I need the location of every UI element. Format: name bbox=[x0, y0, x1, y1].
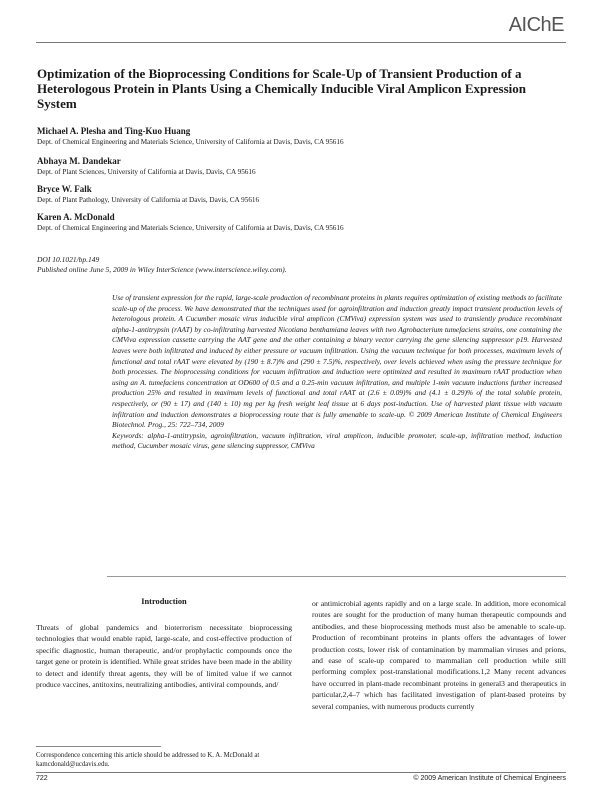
author-affiliation: Dept. of Chemical Engineering and Materials Science, University of California at Davis, Davis, CA 95616 bbox=[37, 138, 344, 146]
article-title: Optimization of the Bioprocessing Conditions for Scale-Up of Transient Production of a Heterologous Protein in Plants Using a Chemically Inducible Viral Amplicon Expression System bbox=[37, 66, 526, 111]
page-number: 722 bbox=[36, 775, 48, 782]
author-block-4 bbox=[37, 212, 344, 232]
author-block-3 bbox=[37, 184, 259, 204]
doi-link[interactable]: DOI 10.1021/bp.149 bbox=[37, 255, 100, 264]
keywords: Keywords: alpha-1-antitrypsin, agroinfiltration, vacuum infiltration, viral amplicon, inducible promoter, scale-up, infiltration method, induction method, Cucumber mosaic virus, gene silencing suppressor, CMViva bbox=[112, 430, 562, 451]
author-affiliation: Dept. of Plant Sciences, University of California at Davis, Davis, CA 95616 bbox=[37, 168, 256, 176]
abstract bbox=[112, 293, 562, 452]
abstract-text: Use of transient expression for the rapid, large-scale production of recombinant proteins in plants requires optimization of existing methods to facilitate scale-up of the process. We have demonstrated that the techniques used for agroinfiltration and induction greatly impact transient production levels of heterologous protein. A Cucumber mosaic virus inducible viral amplicon (CMViva) expression system was used to transiently produce recombinant alpha-1-antitrypsin (rAAT) by co-infiltrating harvested Nicotiana benthamiana leaves with two Agrobacterium tumefaciens strains, one containing the CMViva expression cassette carrying the AAT gene and the other containing a binary vector carrying the gene silencing suppressor p19. Harvested leaves were both infiltrated and induced by either pressure or vacuum infiltration. Using the vacuum technique for both processes, maximum levels of functional and total rAAT were elevated by (190 ± 8.7)% and (290 ± 7.5)%, respectively, over levels achieved when using the pressure technique for both processes. The bioprocessing conditions for vacuum infiltration and induction were optimized and resulted in maximum rAAT production when using an A. tumefaciens concentration at OD600 of 0.5 and a 0.25-min vacuum infiltration, and multiple 1-min vacuum inductions further increased production 25% and resulted in maximum levels of functional and total rAAT at (2.6 ± 0.09)% and (4.1 ± 0.29)% of the total soluble protein, respectively, or (90 ± 17) and (140 ± 10) mg per kg fresh weight leaf tissue at 6 days post-induction. Use of harvested plant tissue with vacuum infiltration and induction demonstrates a bioprocessing route that is fully amenable to scale-up. © 2009 American Institute of Chemical Engineers Biotechnol. Prog., 25: 722–734, 2009 bbox=[112, 293, 562, 430]
author-name: Abhaya M. Dandekar bbox=[37, 156, 121, 166]
author-name: Michael A. Plesha and Ting-Kuo Huang bbox=[37, 126, 191, 136]
section-heading-introduction: Introduction bbox=[141, 597, 187, 606]
author-block-2 bbox=[37, 156, 256, 176]
footnote-rule bbox=[36, 746, 161, 747]
published-line: Published online June 5, 2009 in Wiley InterScience (www.interscience.wiley.com). bbox=[37, 265, 287, 274]
footer-rule bbox=[36, 772, 566, 773]
author-block-1 bbox=[37, 126, 344, 146]
correspondence-footnote: Correspondence concerning this article should be addressed to K. A. McDonald at kamcdonald@ucdavis.edu. bbox=[36, 752, 260, 768]
aiche-logo: AIChE bbox=[508, 14, 564, 36]
author-name: Bryce W. Falk bbox=[37, 184, 92, 194]
header-rule bbox=[36, 42, 566, 43]
body-column-left: Threats of global pandemics and bioterrorism necessitate bioprocessing technologies that would enable rapid, large-scale, and cost-effective production of specific diagnostic, human therapeutic, and/or prophylactic compounds once the target gene or protein is identified. While great strides have been made in the ability to detect and identify threat agents, they will be of limited value if we cannot produce vaccines, antitoxins, neutralizing antibodies, antiviral compounds, and/ bbox=[36, 623, 292, 690]
publication-info bbox=[37, 255, 287, 275]
body-column-right: or antimicrobial agents rapidly and on a large scale. In addition, more economical routes are sought for the production of many human therapeutic compounds and antibodies, and these bioprocessing methods must also be amenable to scale-up. Production of recombinant proteins in plants offers the advantages of lower production costs, lower risk of contamination by mammalian viruses and prions, and ease of scale-up compared to mammalian cell production while still performing complex post-translational modifications.1,2 Many recent advances have occurred in plant-made recombinant proteins in general3 and therapeutics in particular,2,4–7 which has facilitated investigation of plant-based proteins by several companies, with numerous products currently bbox=[312, 599, 566, 711]
copyright-notice: © 2009 American Institute of Chemical Engineers bbox=[413, 775, 566, 782]
author-affiliation: Dept. of Chemical Engineering and Materials Science, University of California at Davis, Davis, CA 95616 bbox=[37, 224, 344, 232]
abstract-divider bbox=[107, 576, 566, 577]
author-affiliation: Dept. of Plant Pathology, University of California at Davis, Davis, CA 95616 bbox=[37, 196, 260, 204]
author-name: Karen A. McDonald bbox=[37, 212, 115, 222]
